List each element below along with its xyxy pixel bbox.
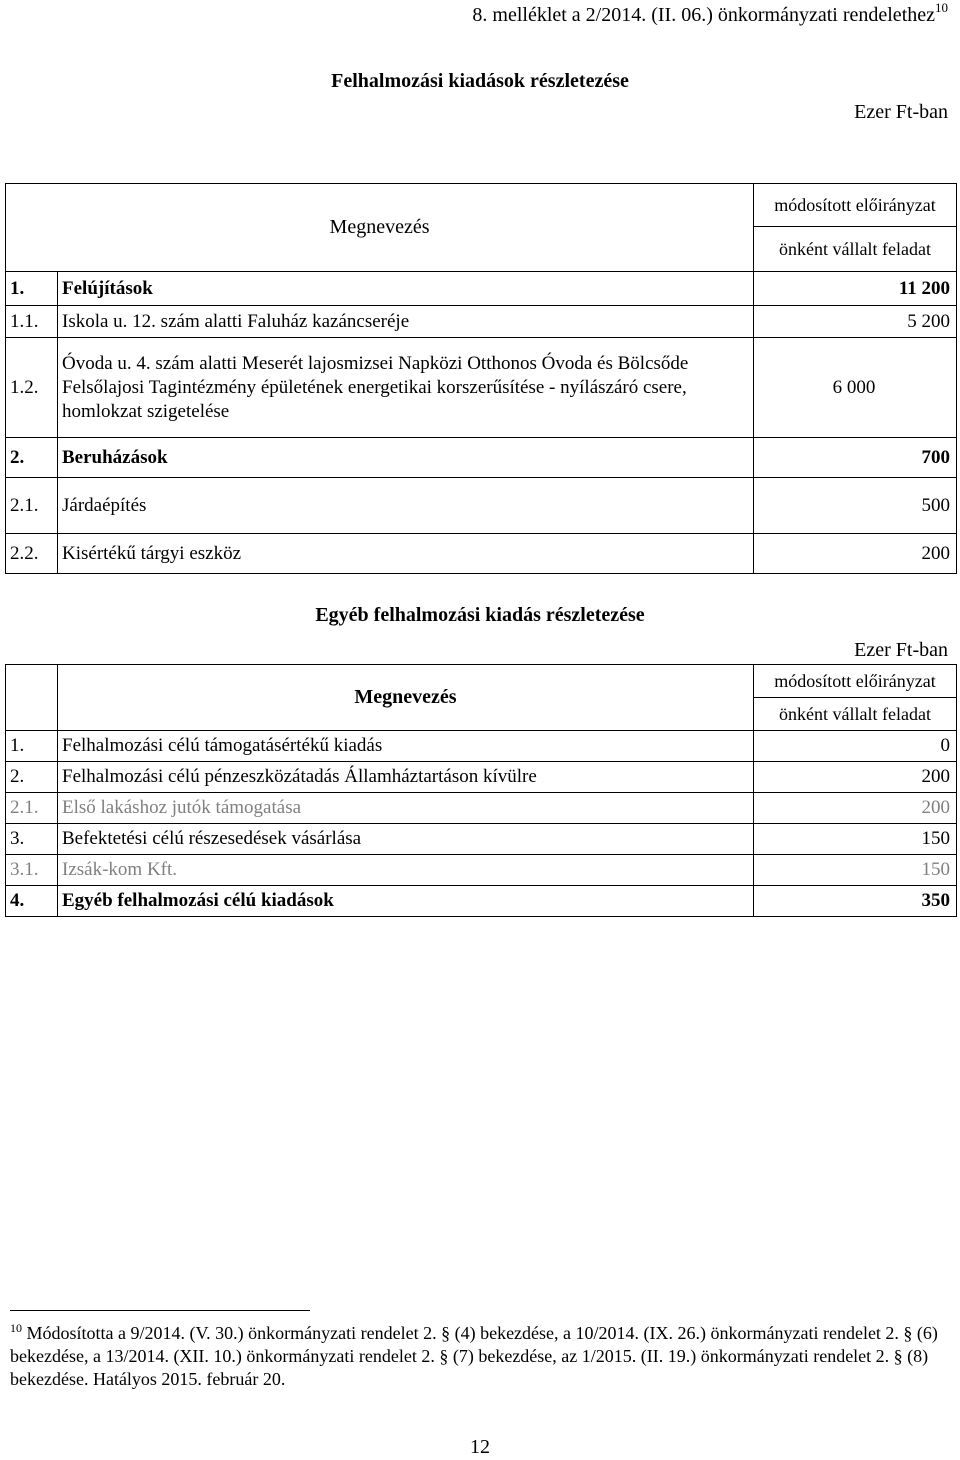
row-number: 4. — [6, 886, 58, 917]
row-value: 0 — [754, 731, 957, 762]
row-number: 3. — [6, 824, 58, 855]
table-row — [6, 731, 957, 762]
table1-title: Felhalmozási kiadások részletezése — [331, 70, 629, 92]
annex-heading — [472, 0, 948, 27]
row-value: 200 — [754, 762, 957, 793]
row-name: Felhalmozási célú pénzeszközátadás Államháztartáson kívülre — [58, 762, 754, 793]
table-row — [6, 478, 957, 534]
row-number: 3.1. — [6, 855, 58, 886]
table-row — [6, 855, 957, 886]
footnote — [10, 1322, 950, 1391]
row-number: 2.1. — [6, 793, 58, 824]
row-value: 350 — [754, 886, 957, 917]
table-row — [6, 272, 957, 306]
row-number: 1.2. — [6, 338, 58, 438]
table-row — [6, 534, 957, 574]
table1-header-name: Megnevezés — [6, 184, 754, 272]
row-number: 2. — [6, 762, 58, 793]
table2-header-name: Megnevezés — [58, 665, 754, 731]
table2-header-value-2: önként vállalt feladat — [754, 698, 957, 731]
row-value: 5 200 — [754, 306, 957, 338]
row-name: Első lakáshoz jutók támogatása — [58, 793, 754, 824]
table-row — [6, 762, 957, 793]
row-value: 11 200 — [754, 272, 957, 306]
table-row — [6, 886, 957, 917]
row-value: 150 — [754, 855, 957, 886]
footnote-ref: 10 — [10, 1321, 22, 1335]
table1-header-value-1: módosított előirányzat — [754, 184, 957, 227]
row-name: Felhalmozási célú támogatásértékű kiadás — [58, 731, 754, 762]
table1-unit: Ezer Ft-ban — [854, 101, 948, 123]
row-name: Felújítások — [58, 272, 754, 306]
annex-footnote-ref: 10 — [935, 0, 948, 15]
table2-title: Egyéb felhalmozási kiadás részletezése — [315, 604, 645, 626]
row-value: 6 000 — [754, 338, 957, 438]
row-name: Egyéb felhalmozási célú kiadások — [58, 886, 754, 917]
table1-header-value-2: önként vállalt feladat — [754, 227, 957, 272]
row-name: Iskola u. 12. szám alatti Faluház kazáncseréje — [58, 306, 754, 338]
table2-header-value-1: módosított előirányzat — [754, 665, 957, 698]
row-number: 1.1. — [6, 306, 58, 338]
row-value: 150 — [754, 824, 957, 855]
other-capital-expenditure-table — [5, 664, 957, 917]
row-name: Beruházások — [58, 438, 754, 478]
row-value: 500 — [754, 478, 957, 534]
footnote-text: Módosította a 9/2014. (V. 30.) önkormányzati rendelet 2. § (4) bekezdése, a 10/2014. (IX. 26.) önkormányzati rendelet 2. § (6) bekezdése, a 13/2014. (XII. 10.) önkormányzati rendelet 2. § (7) bekezdése, az 1/2015. (II. 19.) önkormányzati rendelet 2. § (8) bekezdése. Hatályos 2015. február 20. — [10, 1323, 938, 1389]
annex-text: 8. melléklet a 2/2014. (II. 06.) önkormányzati rendelethez — [472, 4, 935, 26]
row-name: Kisértékű tárgyi eszköz — [58, 534, 754, 574]
row-value: 700 — [754, 438, 957, 478]
table2-header-blank — [6, 665, 58, 731]
row-name: Óvoda u. 4. szám alatti Meserét lajosmizsei Napközi Otthonos Óvoda és Bölcsőde Felsőlajosi Tagintézmény épületének energetikai korszerűsítése - nyílászáró csere, homlokzat szigetelése — [58, 338, 754, 438]
table-row — [6, 306, 957, 338]
row-number: 2. — [6, 438, 58, 478]
row-name: Befektetési célú részesedések vásárlása — [58, 824, 754, 855]
row-number: 1. — [6, 731, 58, 762]
row-number: 2.2. — [6, 534, 58, 574]
row-number: 2.1. — [6, 478, 58, 534]
row-number: 1. — [6, 272, 58, 306]
row-name: Izsák-kom Kft. — [58, 855, 754, 886]
table-row — [6, 438, 957, 478]
row-value: 200 — [754, 534, 957, 574]
footnote-separator — [10, 1310, 310, 1311]
page-number: 12 — [470, 1436, 490, 1458]
row-name: Járdaépítés — [58, 478, 754, 534]
table-row — [6, 793, 957, 824]
table2-unit: Ezer Ft-ban — [854, 639, 948, 661]
table-row — [6, 824, 957, 855]
table-row — [6, 338, 957, 438]
row-value: 200 — [754, 793, 957, 824]
capital-expenditure-table — [5, 183, 957, 574]
